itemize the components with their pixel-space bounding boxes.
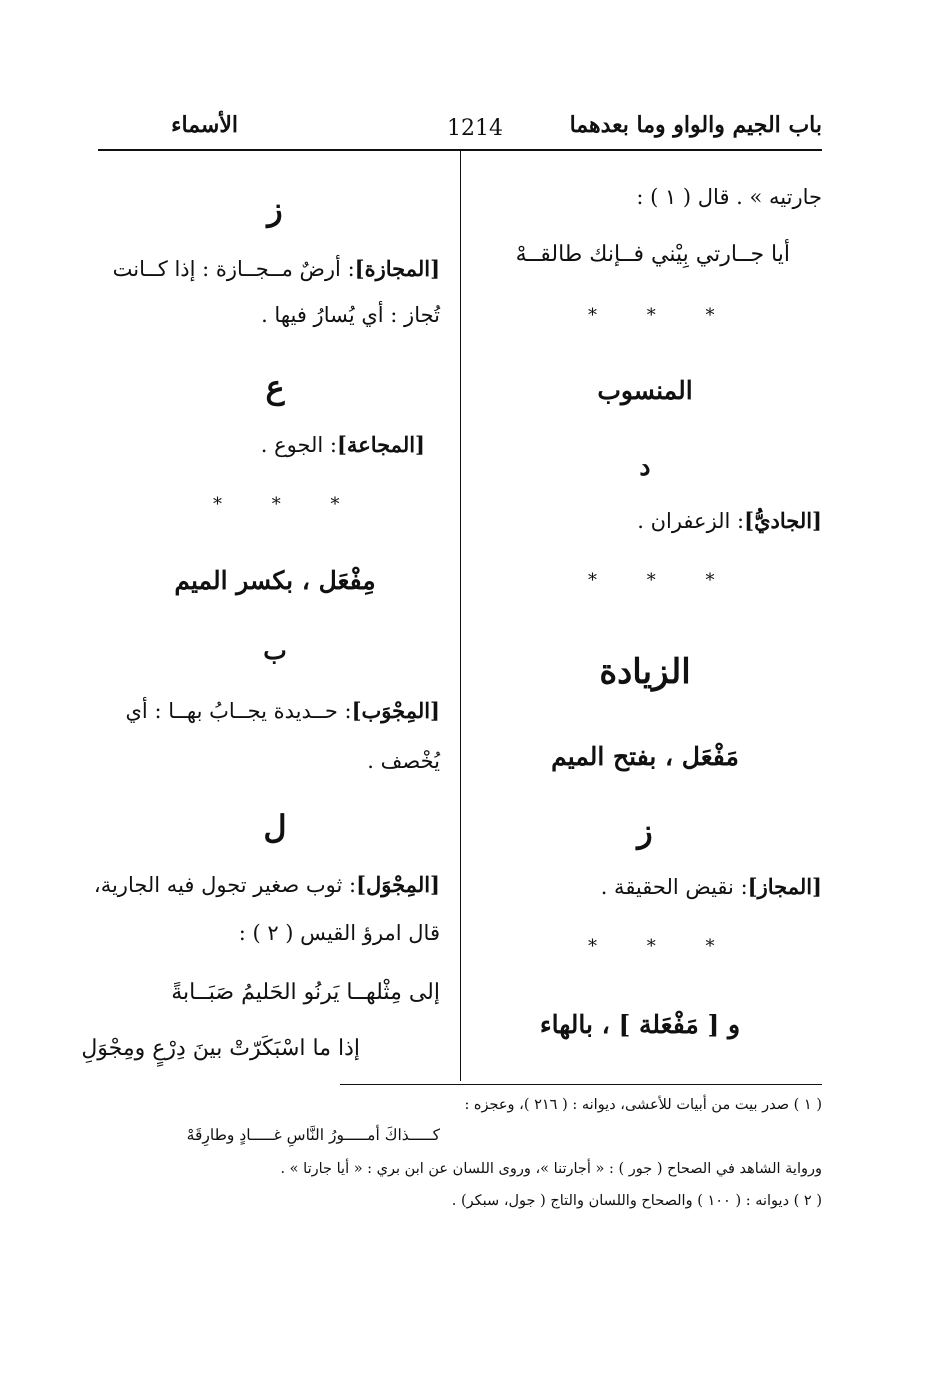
verse-line1: إلى مِثْلهــا يَرنُو الحَليمُ صَبَــابةً: [171, 980, 440, 1005]
entry-majaza-lemma: [المجازة]: [354, 256, 440, 281]
letter-heading-zay: ز: [267, 190, 283, 228]
stars-separator: * * *: [588, 570, 737, 591]
footnote-1-verse: كـــــذاكَ أمـــــورُ النَّاسِ غـــــادٍ وطارِقَهْ: [186, 1126, 440, 1144]
stars-separator: * * *: [588, 936, 737, 957]
footnote-1-line1: ( ١ ) صدر بيت من أبيات للأعشى، ديوانه : ( ٢١٦ )، وعجزه :: [464, 1097, 822, 1113]
letter-heading-dal: د: [639, 452, 651, 481]
page-number: 1214: [447, 116, 503, 141]
entry-jadi-lemma: [الجاديُّ]: [744, 508, 822, 533]
verse-line2: إذا ما اسْبَكَرّتْ بينَ دِرْعٍ ومِجْوَلِ: [81, 1036, 360, 1061]
entry-jadi: [492, 506, 822, 536]
heading-mifal-kasr: مِفْعَل ، بكسر الميم: [174, 566, 376, 595]
heading-mafal-fath: مَفْعَل ، بفتح الميم: [551, 742, 739, 771]
letter-heading-zay: ز: [637, 812, 653, 850]
entry-majaza-text: : أرضٌ مــجــازة : إذا كــانت: [112, 257, 355, 281]
entry-majaz: [492, 872, 822, 902]
header-right-title: باب الجيم والواو وما بعدهما: [569, 112, 822, 138]
letter-heading-ba: ب: [263, 636, 287, 665]
entry-mijwal-lemma: [المِجْوَل]: [356, 872, 440, 897]
entry-majaa-text: : الجوع .: [260, 433, 337, 457]
entry-mijwal-line1: [80, 870, 440, 900]
entry-mijwab-line2: يُخْصف .: [367, 749, 440, 773]
heading-ziyada: الزيادة: [599, 652, 691, 692]
stars-separator: * * *: [588, 305, 737, 326]
footnote-rule: [340, 1084, 822, 1085]
footnote-2: ( ٢ ) ديوانه : ( ١٠٠ ) والصحاح واللسان والتاج ( جول، سبكر) .: [451, 1193, 822, 1209]
footnote-1-line2: ورواية الشاهد في الصحاح ( جور ) : « أجارتنا »، وروى اللسان عن ابن بري : « أيا جارتا » .: [280, 1161, 822, 1177]
entry-mijwal-line2: قال امرؤ القيس ( ٢ ) :: [238, 921, 440, 945]
letter-heading-lam: ل: [263, 808, 287, 846]
entry-majaz-text: : نقيض الحقيقة .: [600, 875, 748, 899]
right-line-continuation: جارتيه » . قال ( ١ ) :: [636, 185, 822, 209]
header-left-title: الأسماء: [171, 112, 238, 138]
heading-mafala: و [ مَفْعَلة ] ، بالهاء: [539, 1010, 741, 1039]
heading-mansub: المنسوب: [597, 376, 693, 405]
right-verse: أيا جــارتي بِيْني فــإنك طالقــهْ: [515, 242, 790, 267]
entry-majaza-line2: تُجاز : أي يُسارُ فيها .: [261, 303, 440, 327]
entry-majaa-lemma: [المجاعة]: [337, 432, 425, 457]
entry-mijwal-text: : ثوب صغير تجول فيه الجارية،: [93, 873, 357, 897]
entry-mijwab-text: : حــديدة يجــابُ بهــا : أي: [125, 699, 352, 723]
entry-majaz-lemma: [المجاز]: [747, 874, 822, 899]
letter-heading-ayn: ع: [265, 368, 285, 406]
entry-mijwab-lemma: [المِجْوَب]: [351, 698, 440, 723]
entry-majaa: [95, 430, 425, 460]
column-divider: [460, 151, 461, 1081]
entry-mijwab-line1: [100, 696, 440, 726]
entry-majaza-line1: [100, 254, 440, 284]
entry-jadi-text: : الزعفران .: [637, 509, 745, 533]
stars-separator: * * *: [213, 494, 362, 515]
